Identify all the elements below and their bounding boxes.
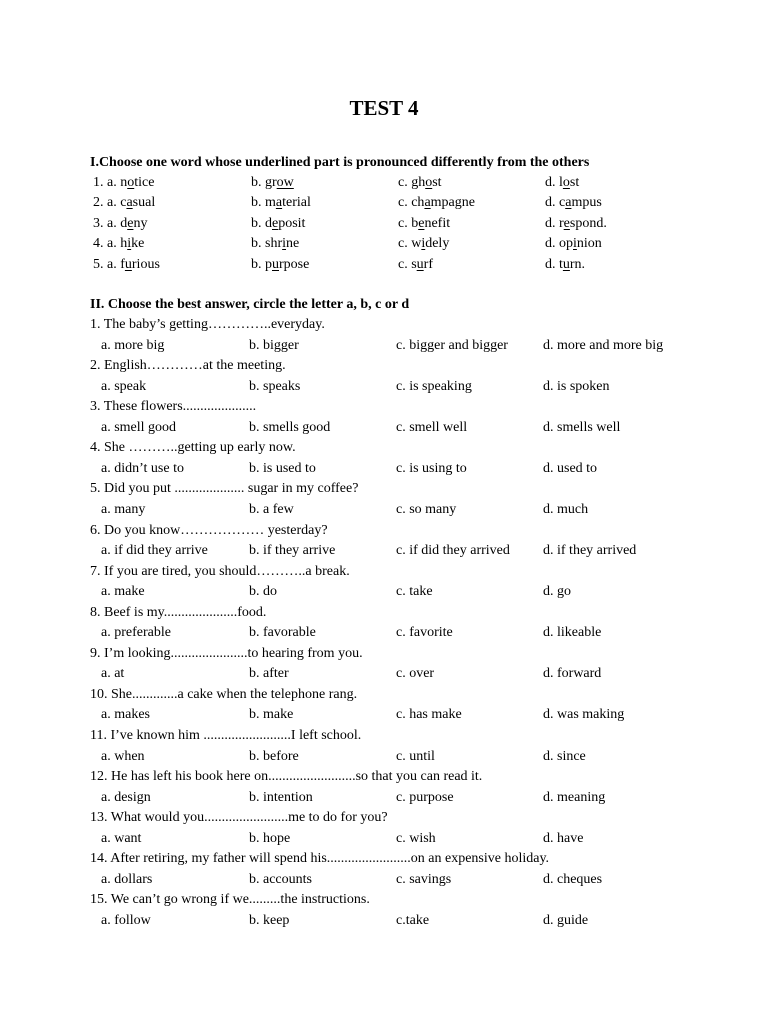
answer-options (0, 664, 768, 684)
answer-option[interactable]: c. so many (396, 501, 457, 517)
answer-options (0, 418, 768, 438)
answer-option[interactable]: d. cheques (543, 871, 603, 887)
question-stem: 4. She ………..getting up early now. (90, 440, 296, 456)
answer-option[interactable]: a. smell good (101, 419, 177, 435)
question-stem: 12. He has left his book here on.........................so that you can read it. (90, 769, 483, 785)
question-stem: 7. If you are tired, you should………..a break. (90, 563, 350, 579)
answer-option[interactable]: d. guide (543, 912, 589, 928)
question-text (0, 315, 768, 335)
underlined-sound: u (562, 256, 570, 272)
pronunciation-option[interactable]: c. surf (398, 256, 433, 272)
pronunciation-option[interactable]: c. benefit (398, 215, 451, 231)
answer-option[interactable]: b. speaks (249, 378, 301, 394)
pronunciation-option[interactable]: 3. a. deny (93, 215, 148, 231)
answer-option[interactable]: c.take (396, 912, 430, 928)
pronunciation-option[interactable]: d. respond. (545, 215, 607, 231)
underlined-sound: i (421, 236, 426, 252)
answer-option[interactable]: d. forward (543, 666, 602, 682)
answer-option[interactable]: d. likeable (543, 625, 602, 641)
answer-option[interactable]: d. if they arrived (543, 543, 637, 558)
underlined-sound: e (418, 215, 425, 231)
answer-options (0, 747, 768, 767)
answer-option[interactable]: c. over (396, 666, 435, 682)
answer-option[interactable]: a. preferable (101, 625, 171, 641)
pronunciation-option[interactable]: 4. a. hike (93, 236, 145, 252)
answer-option[interactable]: b. is used to (249, 460, 316, 476)
question-stem: 2. English…………at the meeting. (90, 358, 286, 374)
question-text (0, 685, 768, 705)
pronunciation-option[interactable]: d. campus (545, 195, 602, 211)
question-text (0, 356, 768, 376)
pronunciation-option[interactable]: d. opinion (545, 236, 602, 252)
answer-option[interactable]: c. has make (396, 707, 462, 723)
section-1-heading: I.Choose one word whose underlined part is pronounced differently from the others (90, 155, 590, 170)
pronunciation-option[interactable]: 2. a. casual (93, 195, 156, 211)
pronunciation-option[interactable]: d. turn. (545, 256, 586, 272)
answer-option[interactable]: a. want (101, 830, 142, 846)
answer-option[interactable]: a. design (101, 789, 151, 805)
answer-option[interactable]: b. hope (249, 830, 291, 846)
answer-option[interactable]: d. smells well (543, 419, 621, 435)
answer-option[interactable]: b. bigger (249, 337, 299, 353)
pronunciation-option[interactable]: c. widely (398, 236, 450, 252)
answer-option[interactable]: a. dollars (101, 871, 153, 887)
answer-option[interactable]: b. favorable (249, 625, 316, 641)
underlined-sound: u (124, 256, 132, 272)
underlined-sound: e (563, 215, 570, 231)
answer-option[interactable]: a. makes (101, 707, 150, 723)
section-2-heading: II. Choose the best answer, circle the letter a, b, c or d (90, 297, 410, 312)
underlined-sound: i (127, 236, 132, 252)
answer-option[interactable]: b. do (249, 584, 277, 600)
underlined-sound: i (282, 236, 287, 252)
answer-options (0, 829, 768, 849)
answer-option[interactable]: b. after (249, 666, 289, 682)
question-text (0, 562, 768, 582)
question-stem: 6. Do you know……………… yesterday? (90, 522, 328, 538)
pronunciation-row (0, 234, 768, 254)
answer-option[interactable]: a. if did they arrive (101, 543, 208, 558)
answer-options (0, 541, 768, 561)
underlined-sound: o (425, 175, 433, 190)
underlined-sound: e (127, 215, 134, 231)
pronunciation-option[interactable]: b. grow (251, 175, 294, 190)
question-stem: 9. I’m looking......................to hearing from you. (90, 645, 363, 661)
underlined-sound: a (424, 195, 431, 211)
question-stem: 3. These flowers..................... (90, 399, 257, 415)
answer-option[interactable]: c. is using to (396, 460, 467, 476)
question-text (0, 726, 768, 746)
answer-option[interactable]: d. have (543, 830, 584, 846)
answer-option[interactable]: d. is spoken (543, 378, 610, 394)
pronunciation-option[interactable]: 1. a. notice (93, 175, 155, 190)
underlined-sound: a (275, 195, 283, 211)
answer-option[interactable]: a. make (101, 584, 145, 600)
answer-option[interactable]: b. make (249, 707, 294, 723)
answer-option[interactable]: d. go (543, 584, 571, 600)
pronunciation-option[interactable]: c. champagne (398, 195, 475, 211)
underlined-sound: i (573, 236, 577, 252)
answer-option[interactable]: b. before (249, 748, 299, 764)
answer-option[interactable]: d. much (543, 501, 589, 517)
pronunciation-row (0, 193, 768, 213)
answer-options (0, 623, 768, 643)
answer-option[interactable]: a. at (101, 666, 125, 682)
question-stem: 10. She.............a cake when the telephone rang. (90, 686, 358, 702)
pronunciation-option[interactable]: c. ghost (398, 175, 442, 190)
answer-option[interactable]: c. until (396, 748, 435, 764)
answer-option[interactable]: b. smells good (249, 419, 331, 435)
underlined-sound: a (565, 195, 572, 211)
answer-options (0, 788, 768, 808)
pronunciation-option[interactable]: b. purpose (251, 256, 310, 272)
pronunciation-option[interactable]: b. shrine (251, 236, 300, 252)
underlined-sound: o (562, 175, 570, 190)
question-stem: 15. We can’t go wrong if we.........the instructions. (90, 892, 370, 908)
answer-options (0, 336, 768, 356)
question-text (0, 849, 768, 869)
question-stem: 14. After retiring, my father will spend his........................on an expensive holiday. (90, 851, 550, 867)
answer-options (0, 705, 768, 725)
question-text (0, 890, 768, 910)
question-stem: 8. Beef is my.....................food. (90, 604, 267, 620)
question-text (0, 397, 768, 417)
answer-option[interactable]: a. more big (101, 337, 165, 353)
answer-options (0, 377, 768, 397)
answer-option[interactable]: b. if they arrive (249, 543, 336, 558)
answer-options (0, 500, 768, 520)
answer-option[interactable]: d. more and more big (543, 337, 664, 353)
answer-option[interactable]: c. savings (396, 871, 452, 887)
answer-option[interactable]: b. intention (249, 789, 313, 805)
pronunciation-row (0, 214, 768, 234)
answer-option[interactable]: a. didn’t use to (101, 460, 184, 476)
question-text (0, 603, 768, 623)
answer-option[interactable]: c. take (396, 584, 433, 600)
underlined-sound: u (416, 256, 424, 272)
answer-option[interactable]: b. a few (249, 501, 294, 517)
pronunciation-option[interactable]: b. deposit (251, 215, 306, 231)
question-stem: 11. I’ve known him .........................I left school. (90, 728, 362, 743)
pronunciation-row (0, 173, 768, 193)
underlined-sound: u (272, 256, 279, 272)
underlined-sound: o (127, 175, 135, 190)
question-text (0, 808, 768, 828)
answer-option[interactable]: c. if did they arrived (396, 543, 510, 558)
pronunciation-option[interactable]: d. lost (545, 175, 580, 190)
answer-option[interactable]: c. favorite (396, 625, 453, 641)
answer-option[interactable]: c. bigger and bigger (396, 337, 508, 353)
question-stem: 1. The baby’s getting…………..everyday. (90, 317, 325, 332)
question-text (0, 521, 768, 541)
answer-option[interactable]: a. follow (101, 912, 151, 928)
answer-options (0, 459, 768, 479)
question-stem: 13. What would you........................me to do for you? (90, 810, 388, 826)
answer-options (0, 582, 768, 602)
answer-option[interactable]: d. since (543, 748, 586, 764)
pronunciation-option[interactable]: b. material (251, 195, 311, 211)
answer-option[interactable]: c. is speaking (396, 378, 472, 394)
pronunciation-row (0, 255, 768, 275)
answer-option[interactable]: a. many (101, 501, 146, 517)
answer-option[interactable]: b. keep (249, 912, 290, 928)
answer-options (0, 911, 768, 931)
pronunciation-option[interactable]: 5. a. furious (93, 256, 160, 272)
answer-option[interactable]: c. purpose (396, 789, 454, 805)
answer-option[interactable]: b. accounts (249, 871, 312, 887)
answer-options (0, 870, 768, 890)
question-text (0, 767, 768, 787)
answer-option[interactable]: c. smell well (396, 419, 468, 435)
underlined-sound: e (272, 215, 279, 231)
answer-option[interactable]: a. speak (101, 378, 147, 394)
answer-option[interactable]: d. meaning (543, 789, 606, 805)
question-text (0, 644, 768, 664)
answer-option[interactable]: c. wish (396, 830, 436, 846)
page-title: TEST 4 (349, 96, 419, 120)
underlined-sound: ow (276, 175, 294, 190)
question-stem: 5. Did you put .................... sugar in my coffee? (90, 481, 359, 497)
question-text (0, 479, 768, 499)
answer-option[interactable]: d. was making (543, 707, 625, 723)
answer-option[interactable]: d. used to (543, 460, 598, 476)
underlined-sound: a (126, 195, 133, 211)
answer-option[interactable]: a. when (101, 748, 145, 764)
question-text (0, 438, 768, 458)
